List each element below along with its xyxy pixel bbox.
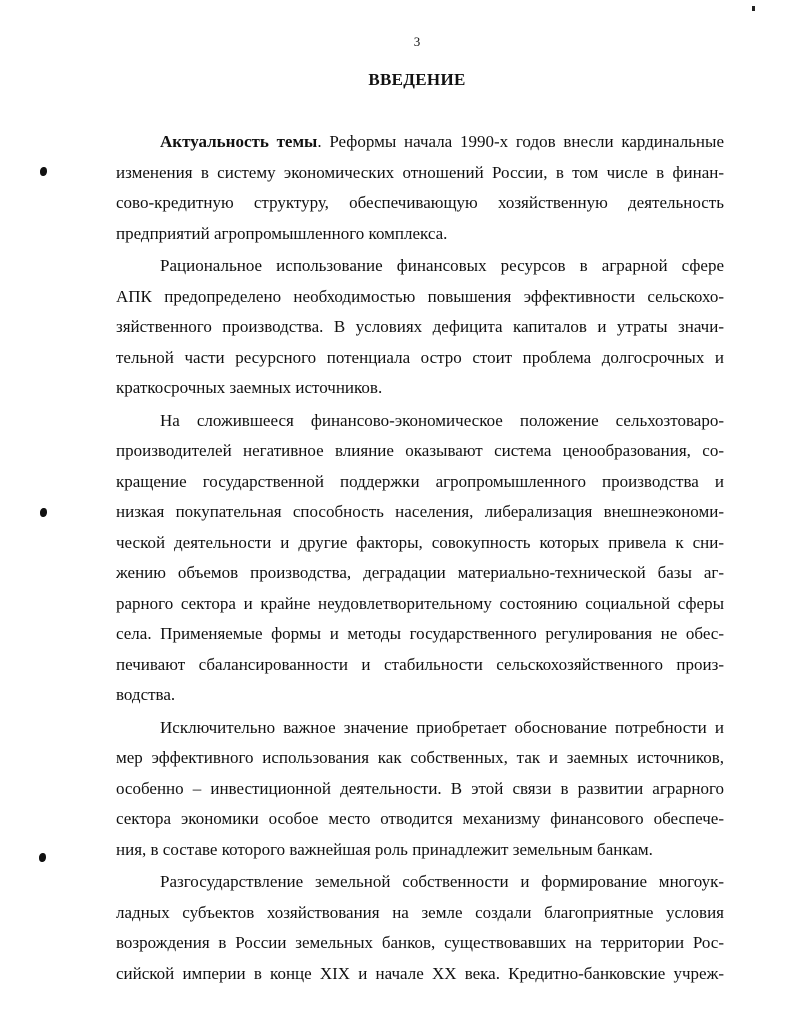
text-line: водства. — [116, 685, 176, 704]
text-line: На сложившееся финансово-экономическое положение сельхозтоваро- — [160, 410, 724, 430]
paragraph-relevance — [116, 127, 724, 249]
text-line: предприятий агропромышленного комплекса. — [116, 223, 448, 243]
binder-hole-mark — [40, 508, 47, 517]
text-line: жению объемов производства, деградации материально-технической базы аг- — [116, 563, 724, 582]
binder-hole-mark — [40, 167, 47, 176]
document-body — [116, 127, 724, 989]
text-line: Исключительно важное значение приобретает обоснование потребности и — [160, 717, 724, 737]
text-line-rest: . Реформы начала 1990-х годов внесли кардинальные — [317, 132, 724, 151]
text-line: низкая покупательная способность населения, либерализация внешнеэкономи- — [116, 502, 724, 521]
paragraph — [116, 867, 724, 989]
text-line: мер эффективного использования как собственных, так и заемных источников, — [116, 748, 724, 767]
page-number: 3 — [413, 34, 421, 49]
text-line: изменения в систему экономических отношений России, в том числе в финан- — [116, 162, 724, 182]
section-heading: ВВЕДЕНИЕ — [368, 70, 466, 89]
scan-speck-mark — [752, 6, 755, 11]
text-line: сово-кредитную структуру, обеспечивающую хозяйственную деятельность — [116, 193, 724, 212]
text-line: ния, в составе которого важнейшая роль принадлежит земельным банкам. — [116, 839, 653, 859]
text-line: сийской империи в конце XIX и начале XX века. Кредитно-банковские учреж- — [116, 963, 724, 983]
bold-lead: Актуальность темы — [160, 132, 318, 151]
text-line: Рациональное использование финансовых ресурсов в аграрной сфере — [160, 256, 724, 275]
text-line: производителей негативное влияние оказывают система ценообразования, со- — [116, 441, 724, 460]
text-line: краткосрочных заемных источников. — [116, 378, 383, 397]
paragraph — [116, 251, 724, 404]
binder-hole-mark — [39, 853, 46, 862]
text-line: рарного сектора и крайне неудовлетворительному состоянию социальной сферы — [116, 593, 724, 613]
text-line — [116, 127, 724, 158]
text-line: печивают сбалансированности и стабильности сельскохозяйственного произ- — [116, 654, 724, 674]
text-line: села. Применяемые формы и методы государственного регулирования не обес- — [116, 624, 724, 643]
text-line: особенно – инвестиционной деятельности. В этой связи в развитии аграрного — [116, 778, 724, 798]
text-line: Разгосударствление земельной собственности и формирование многоук- — [160, 872, 724, 891]
text-line: тельной части ресурсного потенциала остро стоит проблема долгосрочных и — [116, 347, 724, 367]
text-line: ческой деятельности и другие факторы, совокупность которых привела к сни- — [116, 532, 724, 552]
text-line: АПК предопределено необходимостью повышения эффективности сельскохо- — [116, 286, 724, 306]
paragraph — [116, 406, 724, 711]
text-line: сектора экономики особое место отводится механизму финансового обеспече- — [116, 809, 724, 828]
text-line: кращение государственной поддержки агропромышленного производства и — [116, 471, 724, 491]
text-line: возрождения в России земельных банков, существовавших на территории Рос- — [116, 933, 724, 952]
paragraph — [116, 713, 724, 866]
text-line: зяйственного производства. В условиях дефицита капиталов и утраты значи- — [116, 317, 724, 336]
text-line: ладных субъектов хозяйствования на земле создали благоприятные условия — [116, 902, 724, 922]
